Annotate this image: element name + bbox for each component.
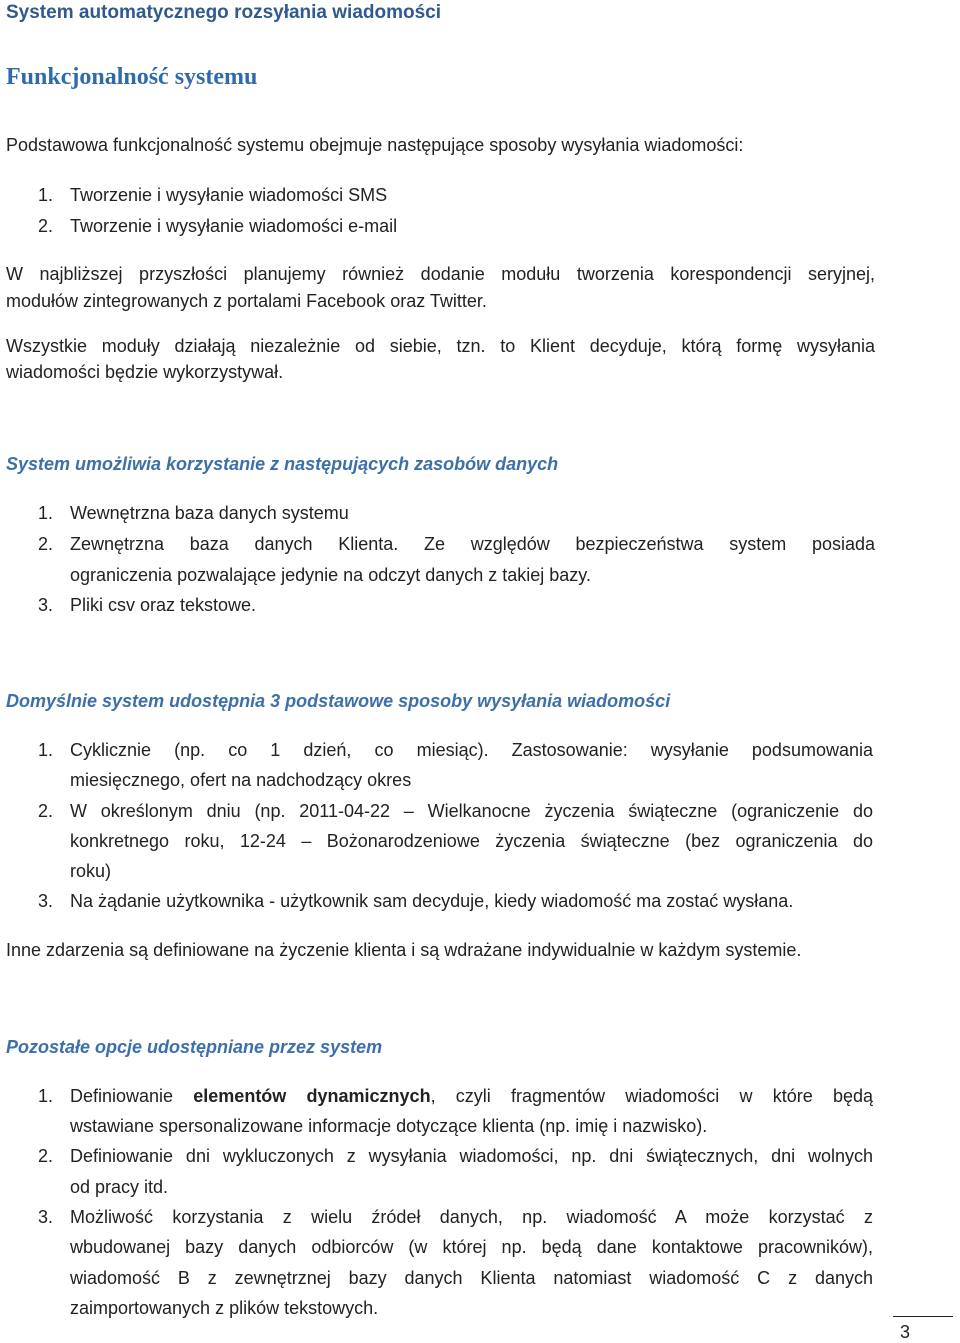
list-item-continuation: wiadomość B z zewnętrznej bazy danych Klienta natomiast wiadomość C z danych [70,1268,873,1288]
list-number: 2. [38,801,54,821]
list-number: 2. [38,534,54,554]
section-title-other-options: Pozostałe opcje udostępniane przez system [6,1037,383,1057]
list-item-suffix: , czyli fragmentów wiadomości w które będą [430,1086,873,1106]
custom-events-note: Inne zdarzenia są definiowane na życzenie klienta i są wdrażane indywidualnie w każdym systemie. [6,940,802,960]
list-item-continuation: wstawiane spersonalizowane informacje dotyczące klienta (np. imię i nazwisko). [70,1116,708,1136]
dynamic-elements-term: elementów dynamicznych [193,1086,431,1106]
list-number: 2. [38,216,54,236]
list-item: Tworzenie i wysyłanie wiadomości e-mail [70,216,398,236]
list-item: Pliki csv oraz tekstowe. [70,595,257,615]
document-header-title: System automatycznego rozsyłania wiadomości [6,2,442,23]
list-item-continuation: miesięcznego, ofert na nadchodzący okres [70,770,412,790]
list-item-continuation: zaimportowanych z plików tekstowych. [70,1298,379,1318]
list-item: Wewnętrzna baza danych systemu [70,503,349,523]
list-number: 1. [38,185,54,205]
list-item: Definiowanie dni wykluczonych z wysyłania wiadomości, np. dni świątecznych, dni wolnych [70,1146,873,1166]
list-item [70,1081,873,1111]
list-number: 3. [38,595,54,615]
page-number: 3 [900,1322,911,1342]
plans-paragraph-line: modułów zintegrowanych z portalami Facebook oraz Twitter. [6,291,487,311]
list-item-continuation: od pracy itd. [70,1177,169,1197]
list-number: 3. [38,1207,54,1227]
section-title-data-sources: System umożliwia korzystanie z następujących zasobów danych [6,454,559,474]
list-item: Zewnętrzna baza danych Klienta. Ze względów bezpieczeństwa system posiada [70,534,875,554]
list-item-prefix: Definiowanie [70,1086,194,1106]
list-item: Na żądanie użytkownika - użytkownik sam decyduje, kiedy wiadomość ma zostać wysłana. [70,891,794,911]
list-number: 2. [38,1146,54,1166]
list-number: 3. [38,891,54,911]
list-item-continuation: wbudowanej bazy danych odbiorców (w której np. będą dane kontaktowe pracowników), [70,1237,873,1257]
intro-paragraph: Podstawowa funkcjonalność systemu obejmuje następujące sposoby wysyłania wiadomości: [6,135,744,155]
list-number: 1. [38,740,54,760]
list-item-continuation: ograniczenia pozwalające jedynie na odczyt danych z takiej bazy. [70,565,591,585]
independence-paragraph-line: wiadomości będzie wykorzystywał. [6,362,284,382]
list-number: 1. [38,1086,54,1106]
list-item-continuation: roku) [70,861,112,881]
list-item: Możliwość korzystania z wielu źródeł danych, np. wiadomość A może korzystać z [70,1207,873,1227]
list-item: Cyklicznie (np. co 1 dzień, co miesiąc). Zastosowanie: wysyłanie podsumowania [70,740,873,760]
list-number: 1. [38,503,54,523]
list-item: Tworzenie i wysyłanie wiadomości SMS [70,185,388,205]
list-item-continuation: konkretnego roku, 12-24 – Bożonarodzeniowe życzenia świąteczne (bez ograniczenia do [70,831,873,851]
independence-paragraph-line: Wszystkie moduły działają niezależnie od siebie, tzn. to Klient decyduje, którą formę wysyłania [6,336,875,356]
page-title: Funkcjonalność systemu [6,64,258,90]
plans-paragraph-line: W najbliższej przyszłości planujemy również dodanie modułu tworzenia korespondencji seryjnej, [6,264,875,284]
section-title-default-methods: Domyślnie system udostępnia 3 podstawowe sposoby wysyłania wiadomości [6,691,671,711]
footer-divider [893,1316,953,1317]
list-item: W określonym dniu (np. 2011-04-22 – Wielkanocne życzenia świąteczne (ograniczenie do [70,801,873,821]
